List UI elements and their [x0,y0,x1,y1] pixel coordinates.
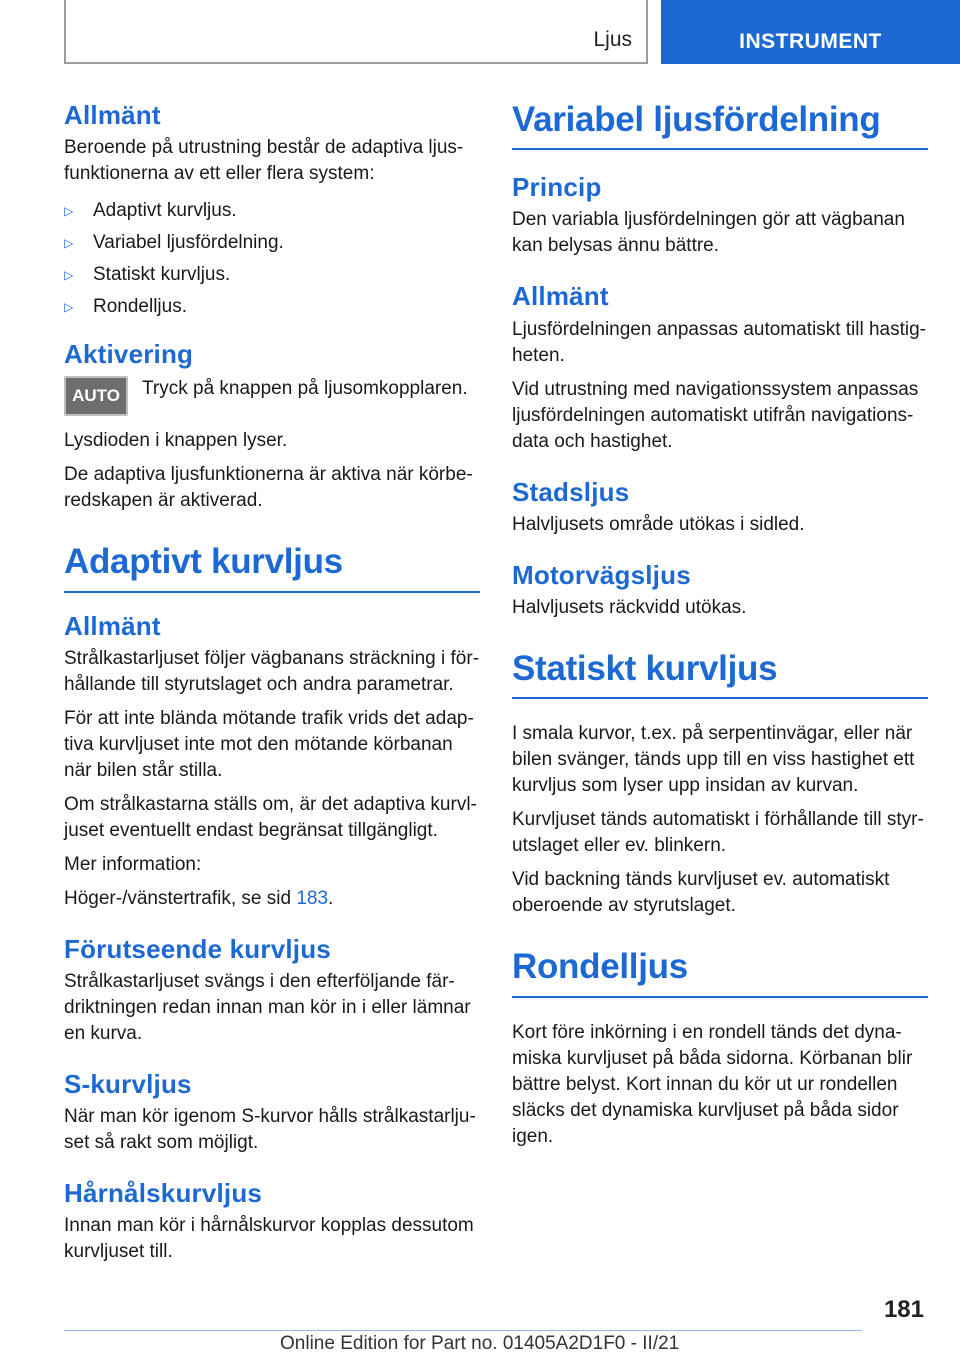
statiskt-line-5: utslaget eller ev. blinkern. [512,835,727,857]
variabel-allmant-paragraph-2 [512,377,928,455]
heading-allmant-variabel: Allmänt [512,281,609,312]
heading-allmant-adaptivt: Allmänt [64,610,161,641]
statiskt-line-4: Kurvljuset tänds automatiskt i förhållande till styr- [512,809,924,831]
bullet-triangle-icon: ▷ [64,268,74,283]
harnalskurvljus-line-2: kurvljuset till. [64,1241,173,1263]
auto-instruction-text: Tryck på knappen på ljusomkopplaren. [142,378,468,400]
header-section-label: Ljus [593,28,632,51]
adaptivt-paragraph-5 [64,886,480,912]
auto-instruction-row [64,376,480,416]
s-kurvljus-paragraph [64,1104,480,1156]
header-chapter-label: INSTRUMENT [739,30,882,53]
aktivering-line-1: De adaptiva ljusfunktionerna är aktiva när körbe- [64,464,473,486]
statiskt-line-2: bilen svänger, tänds upp till en viss hastighet ett [512,749,915,771]
rondelljus-paragraph [512,1020,928,1150]
aktivering-paragraph-2 [64,462,480,514]
list-item-label: Adaptivt kurvljus. [93,200,237,222]
heading-forutseende: Förutseende kurvljus [64,933,331,964]
adaptivt-p1-line-2: hållande till styrutslaget och andra parametrar. [64,673,454,695]
heading-allmant: Allmänt [64,100,161,130]
adaptivt-p2-line-3: när bilen står stilla. [64,759,223,781]
heading-princip: Princip [512,172,602,203]
statiskt-line-7: oberoende av styrutslaget. [512,895,736,917]
adaptivt-p5-text: Höger-/vänstertrafik, se sid [64,887,297,909]
forutseende-paragraph [64,969,480,1047]
adaptivt-paragraph-3 [64,792,480,844]
list-item [64,291,480,323]
bullet-triangle-icon: ▷ [64,300,74,315]
bullet-triangle-icon: ▷ [64,204,74,219]
princip-paragraph [512,207,928,259]
statiskt-line-1: I smala kurvor, t.ex. på serpentinvägar, eller när [512,723,913,745]
heading-motorvagsljus: Motorvägsljus [512,559,691,590]
adaptivt-p3-line-2: juset eventuellt endast begränsat tillgängligt. [64,819,438,841]
right-column [512,100,928,1158]
aktivering-line-2: redskapen är aktiverad. [64,490,263,512]
heading-stadsljus: Stadsljus [512,476,630,507]
variabel-allmant-line-3: Vid utrustning med navigationssystem anpassas [512,378,919,400]
s-kurvljus-line-2: set så rakt som möjligt. [64,1132,259,1154]
allmant-paragraph [64,135,480,187]
feature-list [64,195,480,323]
list-item [64,195,480,227]
rondelljus-line-1: Kort före inkörning i en rondell tänds det dyna- [512,1021,902,1043]
footer-divider [64,1330,862,1331]
title-variabel-ljusfordelning: Variabel ljusfördelning [512,100,928,150]
statiskt-paragraph-3 [512,867,928,919]
s-kurvljus-line-1: När man kör igenom S-kurvor hålls strålkastarlju- [64,1106,476,1128]
variabel-allmant-line-1: Ljusfördelningen anpassas automatiskt till hastig- [512,318,927,340]
variabel-allmant-line-5: data och hastighet. [512,430,673,452]
adaptivt-p5-end: . [328,887,334,909]
adaptivt-p1-line-1: Strålkastarljuset följer vägbanans sträckning i för- [64,647,480,669]
variabel-allmant-paragraph-1 [512,317,928,369]
adaptivt-paragraph-4: Mer information: [64,853,202,875]
adaptivt-paragraph-2 [64,706,480,784]
adaptivt-p2-line-1: För att inte blända mötande trafik vrids det adap- [64,707,474,729]
harnalskurvljus-line-1: Innan man kör i hårnålskurvor kopplas dessutom [64,1215,474,1237]
adaptivt-paragraph-1 [64,646,480,698]
princip-line-2: kan belysas ännu bättre. [512,235,720,257]
adaptivt-p2-line-2: tiva kurvljuset inte mot den mötande körbanan [64,733,453,755]
list-item-label: Variabel ljusfördelning. [93,232,284,254]
stadsljus-paragraph: Halvljusets område utökas i sidled. [512,513,805,535]
variabel-allmant-line-2: heten. [512,344,565,366]
rondelljus-line-3: bättre belyst. Kort innan du kör ut ur rondellen [512,1073,898,1095]
footer-edition-text: Online Edition for Part no. 01405A2D1F0 - II/21 [280,1333,680,1354]
auto-button-icon: AUTO [64,376,128,416]
header-section-box [64,0,648,64]
allmant-line-2: funktionerna av ett eller flera system: [64,163,375,185]
left-column [64,100,480,1273]
statiskt-paragraph-1 [512,721,928,799]
princip-line-1: Den variabla ljusfördelningen gör att vägbanan [512,209,905,231]
statiskt-paragraph-2 [512,807,928,859]
page-reference-link[interactable]: 183 [296,887,329,909]
rondelljus-line-5: igen. [512,1125,554,1147]
heading-harnalskurvljus: Hårnålskurvljus [64,1178,263,1209]
forutseende-line-2: driktningen redan innan man kör in i eller lämnar [64,997,471,1018]
variabel-allmant-line-4: ljusfördelningen automatiskt utifrån navigations- [512,404,914,426]
allmant-line-1: Beroende på utrustning består de adaptiva ljus- [64,137,464,159]
statiskt-line-6: Vid backning tänds kurvljuset ev. automatiskt [512,869,890,891]
title-rondelljus: Rondelljus [512,947,928,997]
heading-aktivering: Aktivering [64,339,194,370]
rondelljus-line-4: släcks det dynamiska kurvljuset på båda sidor [512,1099,899,1121]
title-adaptivt-kurvljus: Adaptivt kurvljus [64,542,480,592]
forutseende-line-3: en kurva. [64,1023,143,1044]
list-item-label: Rondelljus. [93,296,187,318]
title-statiskt-kurvljus: Statiskt kurvljus [512,649,928,699]
header-chapter-tab [661,0,960,64]
statiskt-line-3: kurvljus som lyser upp insidan av kurvan. [512,775,859,797]
rondelljus-line-2: miska kurvljuset på båda sidorna. Körbanan blir [512,1047,913,1069]
list-item-label: Statiskt kurvljus. [93,264,231,286]
harnalskurvljus-paragraph [64,1213,480,1265]
list-item [64,259,480,291]
heading-s-kurvljus: S-kurvljus [64,1069,192,1099]
adaptivt-p3-line-1: Om strålkastarna ställs om, är det adaptiva kurvl- [64,793,477,815]
motorvagsljus-paragraph: Halvljusets räckvidd utökas. [512,597,747,618]
forutseende-line-1: Strålkastarljuset svängs i den efterföljande fär- [64,971,455,992]
page-number: 181 [883,1296,924,1323]
list-item [64,227,480,259]
bullet-triangle-icon: ▷ [64,236,74,251]
aktivering-paragraph-1: Lysdioden i knappen lyser. [64,430,288,452]
